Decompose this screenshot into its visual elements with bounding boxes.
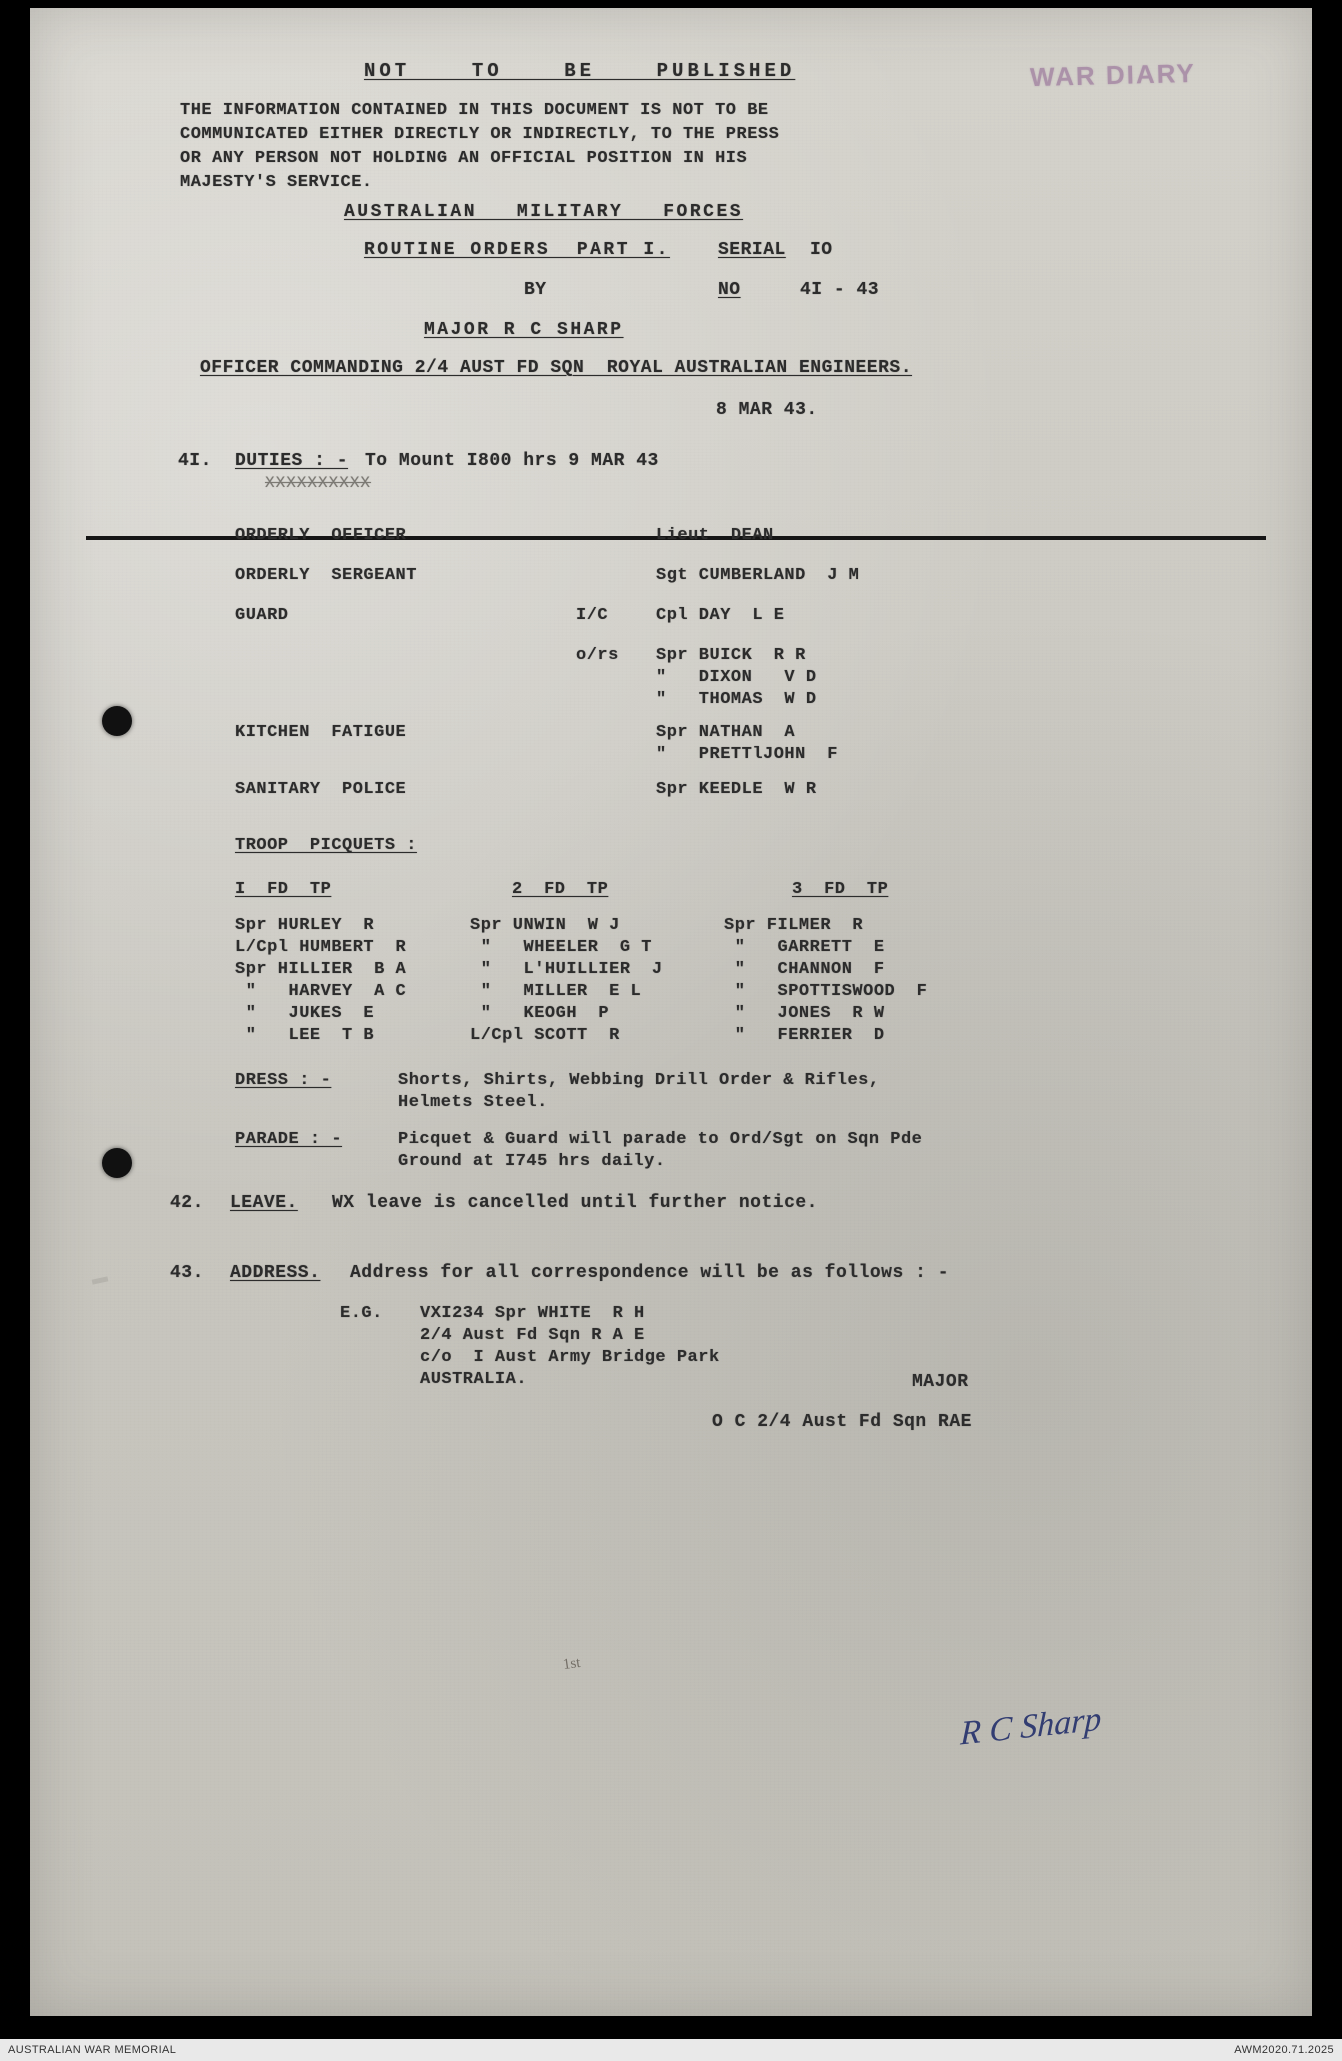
leave-text: WX leave is cancelled until further notice. xyxy=(332,1193,818,1213)
address-example-line-1: VXI234 Spr WHITE R H xyxy=(420,1304,645,1323)
notice-line-1 xyxy=(180,101,769,120)
troop2-member-3: " L'HUILLIER J xyxy=(470,960,663,979)
troop1-member-1: Spr HURLEY R xyxy=(235,916,375,935)
troop2-member-4: " MILLER E L xyxy=(470,982,642,1001)
troop2-member-2: " WHEELER G T xyxy=(470,938,652,957)
order-date: 8 MAR 43. xyxy=(716,400,818,420)
punch-hole-top xyxy=(102,706,132,736)
notice-line-1-text: THE INFORMATION CONTAINED IN THIS DOCUMENT IS NOT TO BE xyxy=(180,101,769,120)
parade-line-2: Ground at I745 hrs daily. xyxy=(398,1152,666,1171)
notice-line-4: MAJESTY'S SERVICE. xyxy=(180,173,373,192)
address-example-line-3: c/o I Aust Army Bridge Park xyxy=(420,1348,720,1367)
duties-number: 4I. xyxy=(178,451,212,471)
address-example-line-2: 2/4 Aust Fd Sqn R A E xyxy=(420,1326,645,1345)
sanitary-police-name: Spr KEEDLE W R xyxy=(656,780,817,799)
guard-ors-label: o/rs xyxy=(576,646,619,665)
troop1-member-3: Spr HILLIER B A xyxy=(235,960,407,979)
troop-heading-3: 3 FD TP xyxy=(792,880,889,899)
address-number: 43. xyxy=(170,1263,204,1283)
guard-ic-label: I/C xyxy=(576,606,609,625)
signature-appointment: O C 2/4 Aust Fd Sqn RAE xyxy=(712,1412,972,1432)
footer-institution: AUSTRALIAN WAR MEMORIAL xyxy=(8,2044,177,2056)
commanding-officer: MAJOR R C SHARP xyxy=(424,320,624,340)
troop3-member-3: " CHANNON F xyxy=(724,960,885,979)
parade-label: PARADE : - xyxy=(235,1130,343,1149)
guard-or-name-2: " DIXON V D xyxy=(656,668,817,687)
force-heading: AUSTRALIAN MILITARY FORCES xyxy=(344,202,744,222)
kitchen-fatigue-name-2: " PRETTlJOHN F xyxy=(656,745,838,764)
role-name-orderly-officer: Lieut DEAN xyxy=(656,526,774,545)
troop2-member-1: Spr UNWIN W J xyxy=(470,916,620,935)
document-page xyxy=(30,8,1312,2016)
leave-number: 42. xyxy=(170,1193,204,1213)
role-name-orderly-sergeant: Sgt CUMBERLAND J M xyxy=(656,566,860,585)
troop3-member-6: " FERRIER D xyxy=(724,1026,885,1045)
war-diary-stamp: WAR DIARY xyxy=(1029,57,1197,93)
parade-line-1: Picquet & Guard will parade to Ord/Sgt on Sqn Pde xyxy=(398,1130,923,1149)
dress-line-1: Shorts, Shirts, Webbing Drill Order & Rifles, xyxy=(398,1071,880,1090)
notice-line-3: OR ANY PERSON NOT HOLDING AN OFFICIAL POSITION IN HIS xyxy=(180,149,748,168)
notice-line-2: COMMUNICATED EITHER DIRECTLY OR INDIRECTLY, TO THE PRESS xyxy=(180,125,780,144)
paper-grain-overlay xyxy=(30,8,1312,2016)
duties-struck-text: XXXXXXXXXX xyxy=(265,474,372,492)
role-label-orderly-officer: ORDERLY OFFICER xyxy=(235,526,407,545)
guard-or-name-3: " THOMAS W D xyxy=(656,690,817,709)
guard-ic-name: Cpl DAY L E xyxy=(656,606,785,625)
routine-orders-title: ROUTINE ORDERS PART I. xyxy=(364,240,670,260)
troop2-member-6: L/Cpl SCOTT R xyxy=(470,1026,620,1045)
no-label: NO xyxy=(718,280,741,300)
duties-label: DUTIES : - xyxy=(235,451,349,471)
dress-label: DRESS : - xyxy=(235,1071,332,1090)
role-label-guard: GUARD xyxy=(235,606,289,625)
troop-picquets-label: TROOP PICQUETS : xyxy=(235,836,417,855)
dress-line-2: Helmets Steel. xyxy=(398,1093,548,1112)
pencil-annotation: 1st xyxy=(561,1654,582,1674)
address-label: ADDRESS. xyxy=(230,1263,321,1283)
duties-value: To Mount I800 hrs 9 MAR 43 xyxy=(365,451,659,471)
leave-label: LEAVE. xyxy=(230,1193,298,1213)
troop3-member-2: " GARRETT E xyxy=(724,938,885,957)
troop1-member-2: L/Cpl HUMBERT R xyxy=(235,938,407,957)
viewer-footer xyxy=(0,2039,1342,2061)
punch-hole-bottom xyxy=(102,1148,132,1178)
publication-notice-title: NOT TO BE PUBLISHED xyxy=(364,60,796,82)
serial-label: SERIAL xyxy=(718,240,786,260)
footer-accession-id: AWM2020.71.2025 xyxy=(1234,2044,1334,2056)
role-label-orderly-sergeant: ORDERLY SERGEANT xyxy=(235,566,417,585)
troop3-member-1: Spr FILMER R xyxy=(724,916,864,935)
troop-heading-2: 2 FD TP xyxy=(512,880,609,899)
role-label-kitchen-fatigue: KITCHEN FATIGUE xyxy=(235,723,407,742)
address-example-label: E.G. xyxy=(340,1304,383,1323)
troop1-member-6: " LEE T B xyxy=(235,1026,375,1045)
role-label-sanitary-police: SANITARY POLICE xyxy=(235,780,407,799)
troop1-member-5: " JUKES E xyxy=(235,1004,375,1023)
troop3-member-5: " JONES R W xyxy=(724,1004,885,1023)
no-value: 4I - 43 xyxy=(800,280,880,300)
troop2-member-5: " KEOGH P xyxy=(470,1004,610,1023)
kitchen-fatigue-name-1: Spr NATHAN A xyxy=(656,723,796,742)
signature-rank: MAJOR xyxy=(912,1372,969,1392)
signature-mark: R C Sharp xyxy=(959,1700,1102,1753)
by-label: BY xyxy=(524,280,547,300)
troop3-member-4: " SPOTTISWOOD F xyxy=(724,982,928,1001)
guard-or-name-1: Spr BUICK R R xyxy=(656,646,806,665)
serial-value: IO xyxy=(810,240,833,260)
address-example-line-4: AUSTRALIA. xyxy=(420,1370,528,1389)
command-line: OFFICER COMMANDING 2/4 AUST FD SQN ROYAL AUSTRALIAN ENGINEERS. xyxy=(200,358,913,378)
paper-nick xyxy=(92,1276,109,1284)
troop1-member-4: " HARVEY A C xyxy=(235,982,407,1001)
troop-heading-1: I FD TP xyxy=(235,880,332,899)
address-text: Address for all correspondence will be as follows : - xyxy=(350,1263,949,1283)
